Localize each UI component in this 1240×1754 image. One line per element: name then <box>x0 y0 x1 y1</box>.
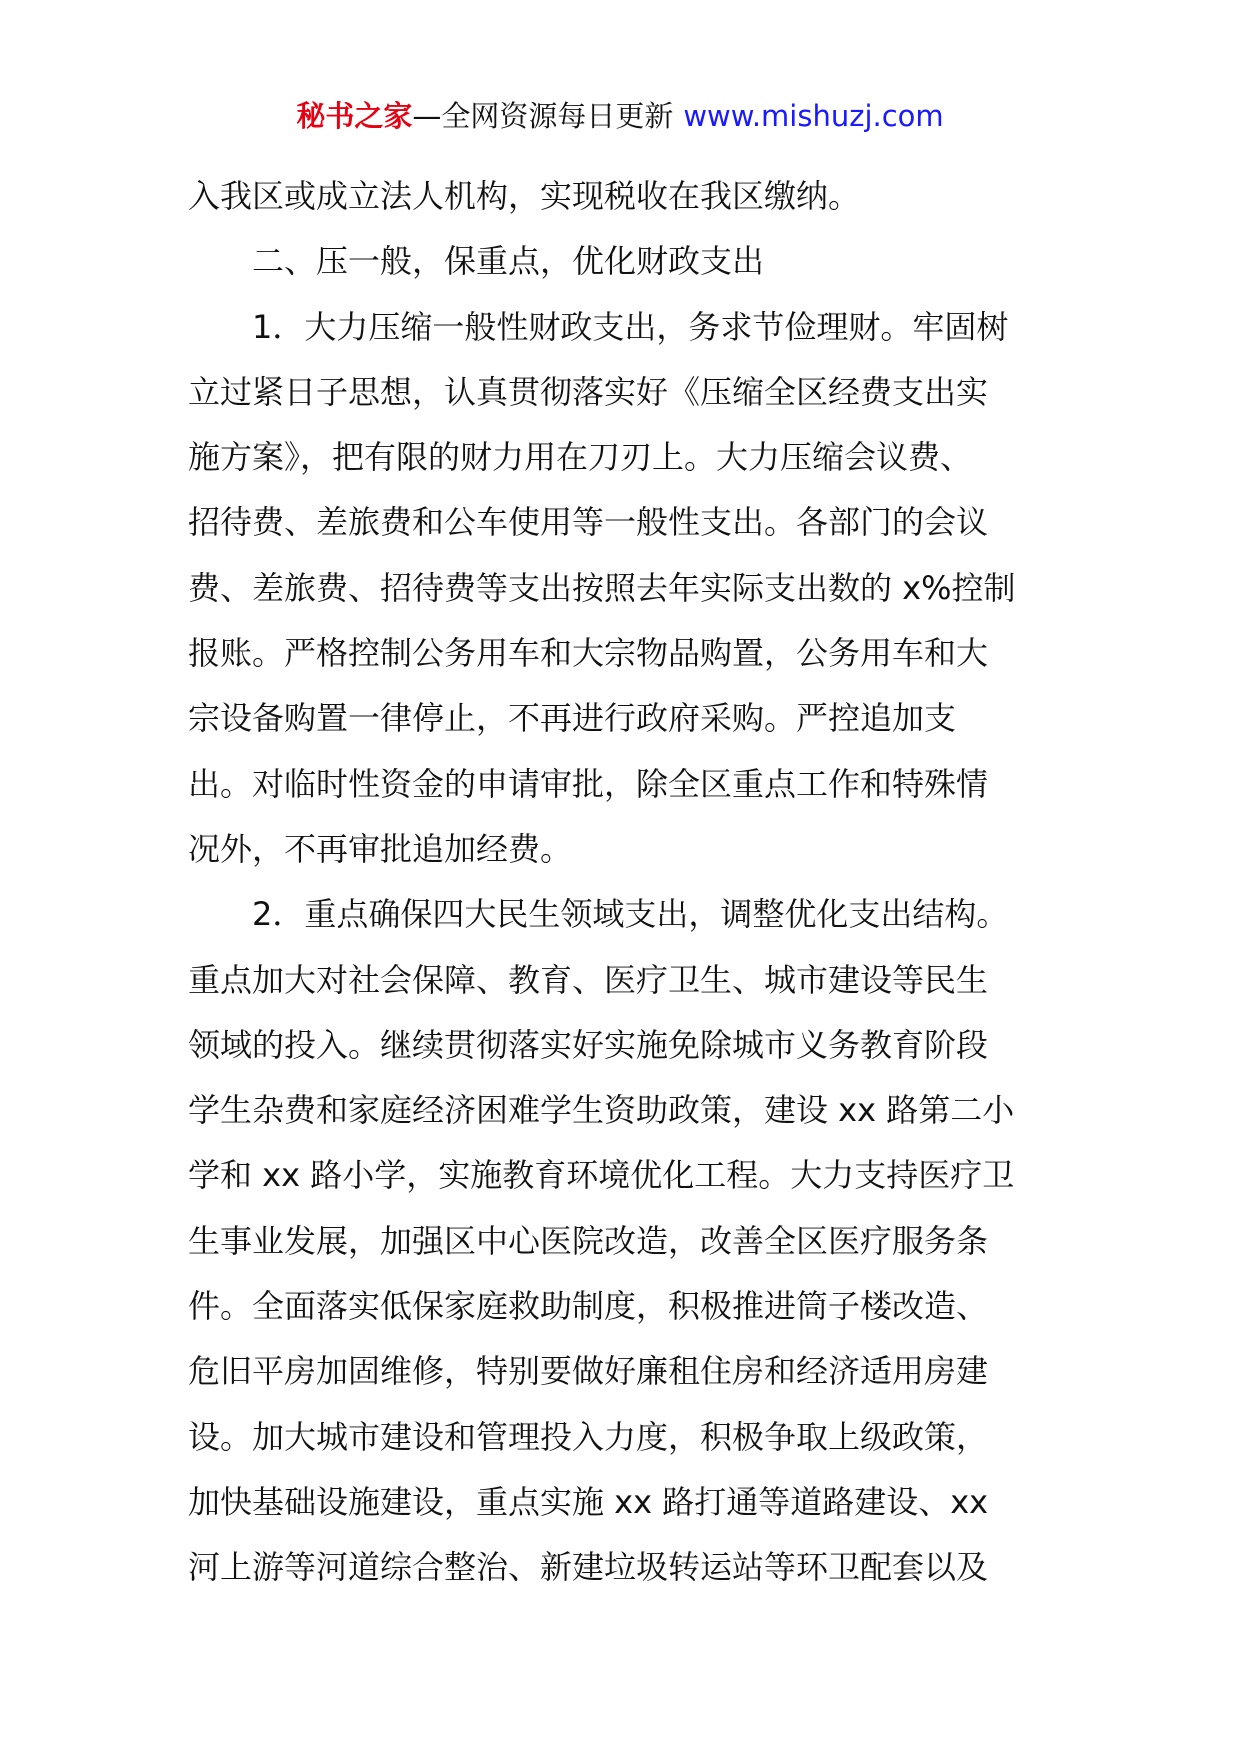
text-line: 学生杂费和家庭经济困难学生资助政策，建设 xx 路第二小 <box>188 1091 1015 1130</box>
header-tagline: —全网资源每日更新 <box>412 99 674 133</box>
text-line: 危旧平房加固维修，特别要做好廉租住房和经济适用房建 <box>188 1352 989 1391</box>
text-line: 况外，不再审批追加经费。 <box>188 829 573 868</box>
text-line: 设。加大城市建设和管理投入力度，积极争取上级政策， <box>188 1417 989 1456</box>
text-line: 施方案》，把有限的财力用在刀刃上。大力压缩会议费、 <box>188 438 973 477</box>
text-line: 领域的投入。继续贯彻落实好实施免除城市义务教育阶段 <box>188 1025 989 1064</box>
section-heading: 二、压一般，保重点，优化财政支出 <box>252 242 765 281</box>
document-body <box>188 164 1058 1601</box>
text-line: 立过紧日子思想，认真贯彻落实好《压缩全区经费支出实 <box>188 372 989 411</box>
text-line: 报账。严格控制公务用车和大宗物品购置，公务用车和大 <box>188 634 989 673</box>
text-line: 加快基础设施建设，重点实施 xx 路打通等道路建设、xx <box>188 1482 989 1521</box>
text-line: 费、差旅费、招待费等支出按照去年实际支出数的 x%控制 <box>188 568 1016 607</box>
text-line: 学和 xx 路小学，实施教育环境优化工程。大力支持医疗卫 <box>188 1156 1015 1195</box>
text-line: 宗设备购置一律停止，不再进行政府采购。严控追加支 <box>188 699 957 738</box>
brand-name: 秘书之家 <box>296 99 413 133</box>
text-line: 出。对临时性资金的申请审批，除全区重点工作和特殊情 <box>188 764 989 803</box>
text-line: 重点加大对社会保障、教育、医疗卫生、城市建设等民生 <box>188 960 989 999</box>
text-line: 河上游等河道综合整治、新建垃圾转运站等环卫配套以及 <box>188 1548 989 1587</box>
paragraph-first-line: 2．重点确保四大民生领域支出，调整优化支出结构。 <box>252 895 1009 934</box>
text-line: 件。全面落实低保家庭救助制度，积极推进筒子楼改造、 <box>188 1287 989 1326</box>
text-line: 招待费、差旅费和公车使用等一般性支出。各部门的会议 <box>188 503 989 542</box>
text-line: 生事业发展，加强区中心医院改造，改善全区医疗服务条 <box>188 1221 989 1260</box>
text-line: 入我区或成立法人机构，实现税收在我区缴纳。 <box>188 177 861 215</box>
page-header <box>0 96 1240 136</box>
website-link[interactable]: www.mishuzj.com <box>683 99 944 133</box>
paragraph-first-line: 1．大力压缩一般性财政支出，务求节俭理财。牢固树 <box>252 307 1009 346</box>
